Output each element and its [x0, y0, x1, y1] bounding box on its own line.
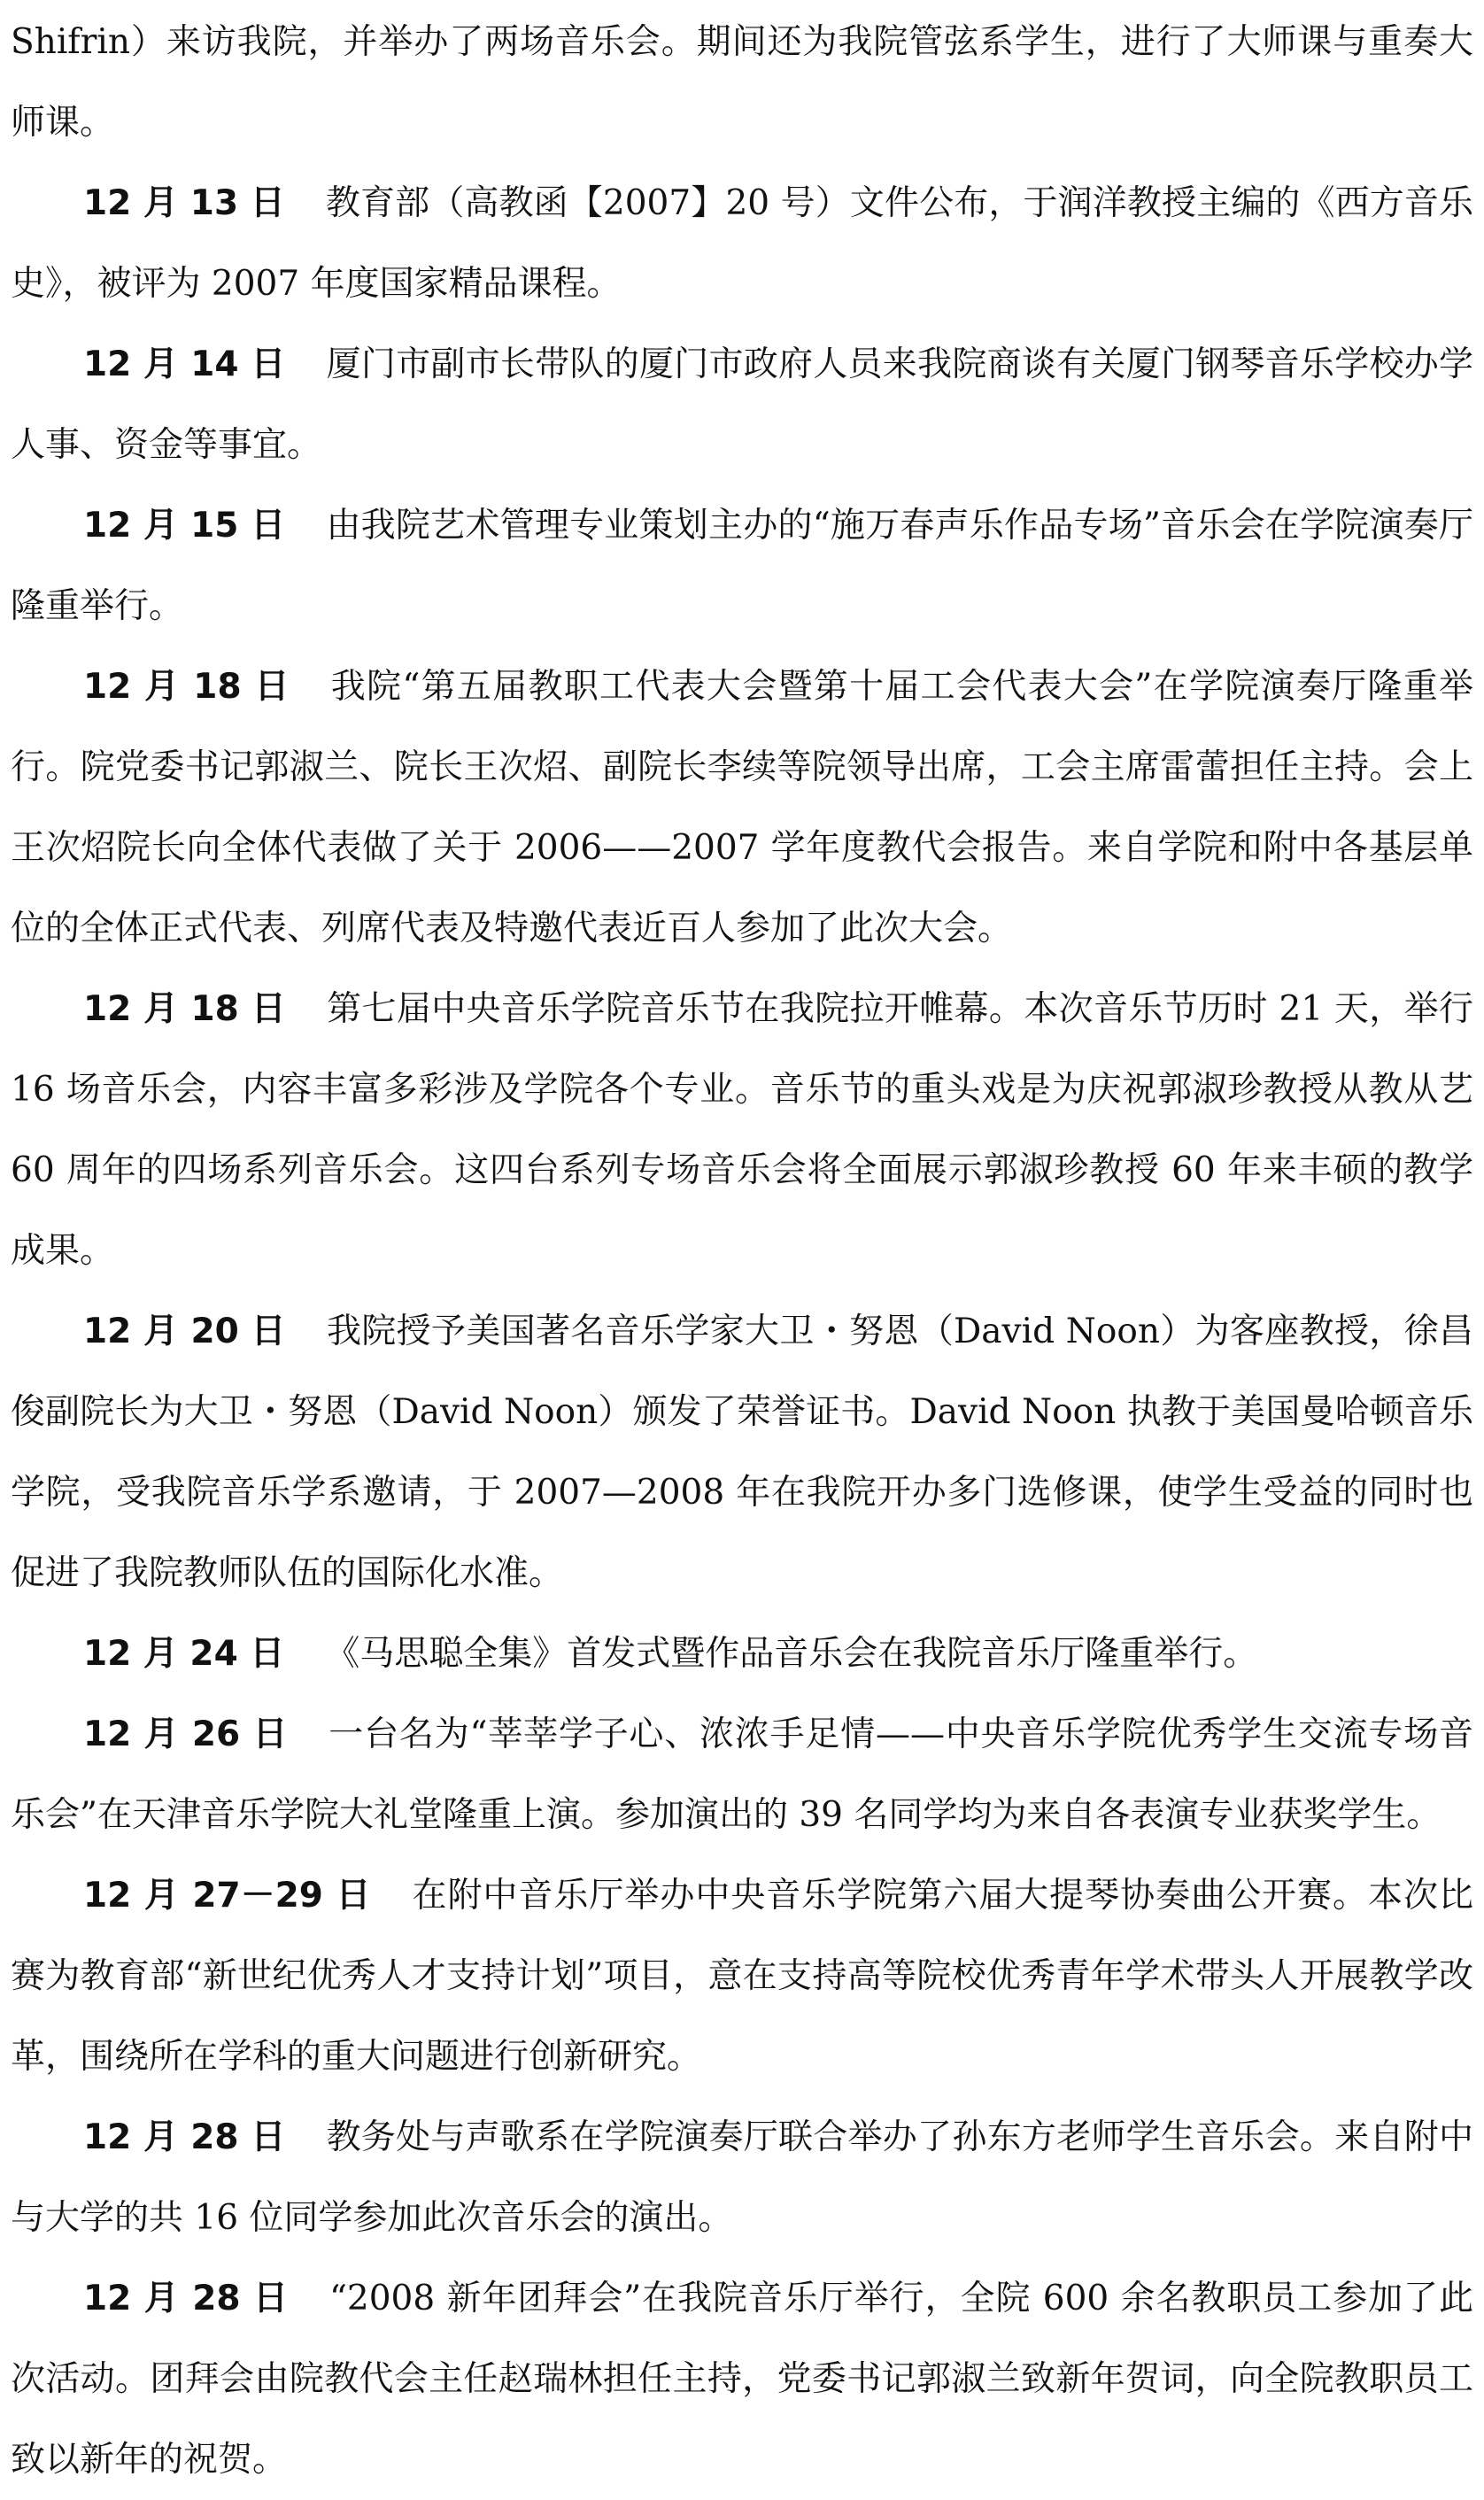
entry-text: 在附中音乐厅举办中央音乐学院第六届大提琴协奏曲公开赛。本次比赛为教育部“新世纪优秀人才支持计划”项目，意在支持高等院校优秀青年学术带头人开展教学改革，围绕所在学科的重大问题进行创新研究。: [11, 1876, 1473, 2077]
entry-dec-14: [11, 324, 1473, 485]
entry-dec-24: [11, 1614, 1473, 1694]
entry-text: 我院授予美国著名音乐学家大卫・努恩（David Noon）为客座教授，徐昌俊副院长为大卫・努恩（David Noon）颁发了荣誉证书。David Noon 执教于美国曼哈顿音乐学院，受我院音乐学系邀请，于 2007—2008 年在我院开办多门选修课，使学生受益的同时也促进了我院教师队伍的国际化水准。: [11, 1312, 1473, 1593]
entry-dec-27-29: [11, 1855, 1473, 2097]
entry-text: Shifrin）来访我院，并举办了两场音乐会。期间还为我院管弦系学生，进行了大师课与重奏大师课。: [11, 22, 1473, 143]
entry-date: 12 月 28 日: [83, 2117, 286, 2157]
entry-date: 12 月 26 日: [83, 1714, 289, 1754]
entry-text: 教务处与声歌系在学院演奏厅联合举办了孙东方老师学生音乐会。来自附中与大学的共 16 位同学参加此次音乐会的演出。: [11, 2117, 1473, 2238]
entry-dec-13: [11, 163, 1473, 324]
entry-dec-28-newyear: [11, 2258, 1473, 2500]
entry-continuation: [11, 2, 1473, 163]
entry-text: 厦门市副市长带队的厦门市政府人员来我院商谈有关厦门钢琴音乐学校办学人事、资金等事宜。: [11, 344, 1473, 465]
entry-date: 12 月 28 日: [83, 2279, 289, 2318]
entry-dec-18-congress: [11, 646, 1473, 969]
entry-date: 12 月 14 日: [83, 344, 286, 384]
entry-date: 12 月 18 日: [83, 667, 290, 707]
entry-text: 我院“第五届教职工代表大会暨第十届工会代表大会”在学院演奏厅隆重举行。院党委书记郭淑兰、院长王次炤、副院长李续等院领导出席，工会主席雷蕾担任主持。会上王次炤院长向全体代表做了关于 2006——2007 学年度教代会报告。来自学院和附中各基层单位的全体正式代表、列席代表及特邀代表近百人参加了此次大会。: [11, 667, 1473, 948]
entry-dec-15: [11, 485, 1473, 646]
entry-text: 《马思聪全集》首发式暨作品音乐会在我院音乐厅隆重举行。: [325, 1634, 1258, 1674]
entry-date: 12 月 13 日: [83, 183, 285, 223]
entry-dec-20: [11, 1291, 1473, 1614]
entry-text: 由我院艺术管理专业策划主办的“施万春声乐作品专场”音乐会在学院演奏厅隆重举行。: [11, 506, 1473, 626]
entry-text: “2008 新年团拜会”在我院音乐厅举行，全院 600 余名教职员工参加了此次活动。团拜会由院教代会主任赵瑞林担任主持，党委书记郭淑兰致新年贺词，向全院教职员工致以新年的祝贺。: [11, 2279, 1473, 2480]
entry-date: 12 月 18 日: [83, 989, 287, 1029]
entry-dec-26: [11, 1694, 1473, 1855]
entry-dec-18-festival: [11, 969, 1473, 1291]
entry-text: 第七届中央音乐学院音乐节在我院拉开帷幕。本次音乐节历时 21 天，举行 16 场音乐会，内容丰富多彩涉及学院各个专业。音乐节的重头戏是为庆祝郭淑珍教授从教从艺 60 周年的四场系列音乐会。这四台系列专场音乐会将全面展示郭淑珍教授 60 年来丰硕的教学成果。: [11, 989, 1473, 1271]
entry-date: 12 月 15 日: [83, 506, 286, 546]
entry-date: 12 月 27－29 日: [83, 1876, 372, 1916]
entry-date: 12 月 20 日: [83, 1312, 286, 1351]
entry-text: 一台名为“莘莘学子心、浓浓手足情——中央音乐学院优秀学生交流专场音乐会”在天津音乐学院大礼堂隆重上演。参加演出的 39 名同学均为来自各表演专业获奖学生。: [11, 1714, 1473, 1835]
entry-dec-28-concert: [11, 2097, 1473, 2258]
entry-text: 教育部（高教函【2007】20 号）文件公布，于润洋教授主编的《西方音乐史》，被评为 2007 年度国家精品课程。: [11, 183, 1474, 304]
entry-date: 12 月 24 日: [83, 1634, 285, 1674]
